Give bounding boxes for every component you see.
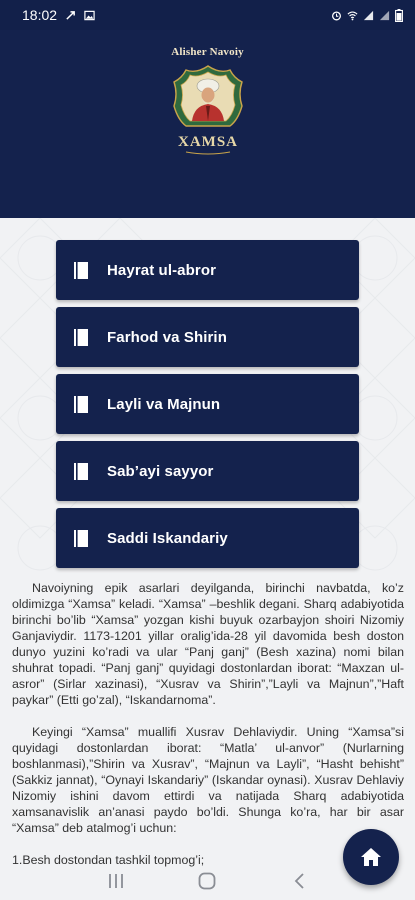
back-button[interactable]: [287, 869, 311, 893]
book-icon: [74, 530, 88, 547]
image-icon: [84, 10, 95, 21]
menu-item-hayrat-ul-abror[interactable]: [56, 240, 359, 300]
recents-button[interactable]: [104, 869, 128, 893]
menu-item-layli-va-majnun[interactable]: [56, 374, 359, 434]
battery-icon: [395, 9, 403, 22]
home-icon: [360, 847, 382, 867]
author-name: Alisher Navoiy: [171, 46, 244, 58]
signal-icon-2: [379, 10, 390, 21]
status-time: 18:02: [22, 7, 58, 23]
home-circle-icon: [197, 871, 217, 891]
intro-paragraph-1: Navoiyning epik asarlari deyilganda, birinchi navbatda, ko’z oldimizga “Xamsa” keladi. “Xamsa” –beshlik degani. Sharq adabiyotida birinchi bo’lib “Xamsa” yozgan kishi buyuk ozarbayjon shoiri Nizomiy Ganjaviydir. 1173-1201 yillar oralig’ida-28 yil davomida besh doston dunyo yuzini ko’radi va ular “Panj ganj” (Besh xazina) nomi bilan shuhrat topadi. “Panj ganj” quyidagi dostonlardan iborat: “Maxzan ul-asror” (Sirlar xazinasi), “Xusrav va Shirin”,”Layli va Majnun”,”Haft paykar” (Etti go’zal), “Iskandarnoma”.: [12, 581, 404, 707]
wifi-icon: [347, 10, 358, 21]
menu-item-farhod-va-shirin[interactable]: [56, 307, 359, 367]
menu-item-label: Sab’ayi sayyor: [107, 462, 214, 480]
book-icon: [74, 396, 88, 413]
app-header: [0, 30, 415, 218]
book-icon: [74, 329, 88, 346]
missed-call-icon: [65, 10, 76, 21]
menu-item-label: Farhod va Shirin: [107, 328, 227, 346]
back-icon: [292, 872, 306, 890]
book-icon: [74, 262, 88, 279]
recents-icon: [107, 873, 125, 889]
xamsa-emblem-logo: [168, 64, 248, 164]
home-nav-button[interactable]: [195, 869, 219, 893]
menu-item-sabayi-sayyor[interactable]: [56, 441, 359, 501]
menu-item-label: Saddi Iskandariy: [107, 529, 228, 547]
emblem-title: XAMSA: [177, 134, 238, 150]
alarm-icon: [331, 10, 342, 21]
menu-item-label: Hayrat ul-abror: [107, 261, 217, 279]
menu-item-saddi-iskandariy[interactable]: [56, 508, 359, 568]
book-icon: [74, 463, 88, 480]
menu-item-label: Layli va Majnun: [107, 395, 221, 413]
chapters-menu: [56, 240, 359, 575]
intro-text: [12, 580, 404, 868]
signal-icon: [363, 10, 374, 21]
criteria-list-item-1: 1.Besh dostondan tashkil topmog’i;: [12, 853, 205, 867]
home-fab-button[interactable]: [343, 829, 399, 885]
status-bar: [0, 0, 415, 30]
intro-paragraph-2: Keyingi “Xamsa” muallifi Xusrav Dehlaviydir. Uning “Xamsa”si quyidagi dostonlardan iborat: “Matla’ ul-anvor” (Nurlarning boshlanmasi),”Shirin va Xusrav”, “Majnun va Layli”, “Hasht behisht” (Sakkiz jannat), “Oynayi Iskandariy” (Iskandar oynasi). Xusrav Dehlaviy Nizomiy ishini davom ettirdi va natijada Sharq adabiyotida xamsanavislik an’anasi paydo bo’ldi. Shunga ko’ra, har bir asar “Xamsa” deb atalmog’i uchun:: [12, 725, 404, 835]
